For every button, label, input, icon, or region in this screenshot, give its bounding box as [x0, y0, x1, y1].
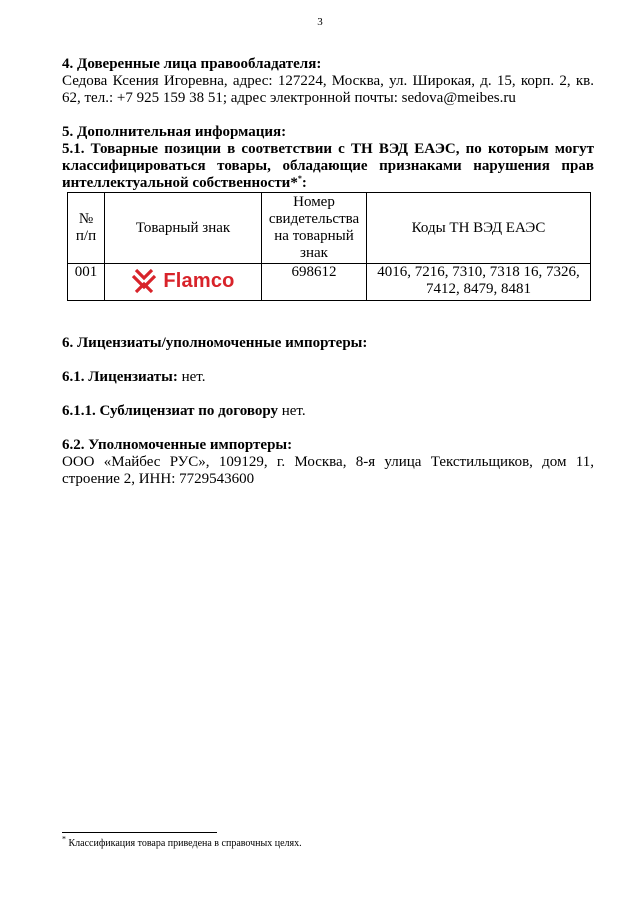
section4-title: 4. Доверенные лица правообладателя: [62, 56, 322, 72]
footnote [62, 834, 302, 850]
section611-value: нет. [281, 403, 306, 419]
section611-title: 6.1.1. Сублицензиат по договору [62, 403, 278, 419]
section61-title: 6.1. Лицензиаты: [62, 369, 178, 385]
row-trademark [105, 264, 262, 301]
flamco-logo-icon [131, 267, 157, 295]
flamco-logo [131, 267, 234, 295]
header-trademark: Товарный знак [105, 193, 262, 264]
section5-subtitle-text: 5.1. Товарные позиции в соответствии с ТН ВЭД ЕАЭС, по которым могут классифицироваться товары, обладающие признаками нарушения прав интеллектуальной собственности* [62, 141, 594, 191]
section5-subtitle-sup: * [297, 174, 302, 183]
footnote-text: Классификация товара приведена в справочных целях. [68, 838, 302, 849]
section6-title: 6. Лицензиаты/уполномоченные импортеры: [62, 335, 368, 351]
section4-text: Седова Ксения Игоревна, адрес: 127224, Москва, ул. Широкая, д. 15, корп. 2, кв. 62, тел.: +7 925 159 38 51; адрес электронной почты: sedova@meibes.ru [62, 73, 594, 106]
row-cert: 698612 [262, 264, 367, 301]
section611 [62, 403, 594, 420]
section62-title: 6.2. Уполномоченные импортеры: [62, 437, 293, 453]
document-body [62, 56, 594, 488]
logo-text: Flamco [163, 269, 235, 292]
section5-title: 5. Дополнительная информация: [62, 124, 287, 140]
footnote-divider [62, 832, 217, 833]
section61-value: нет. [181, 369, 206, 385]
row-num: 001 [68, 264, 105, 301]
page-number: 3 [317, 16, 323, 28]
header-codes: Коды ТН ВЭД ЕАЭС [367, 193, 591, 264]
table-header-row [68, 193, 591, 264]
section61 [62, 369, 594, 386]
section5-subtitle-end: : [301, 175, 307, 191]
footnote-mark: * [62, 834, 66, 844]
table-row [68, 264, 591, 301]
header-num: № п/п [68, 193, 105, 264]
trademark-table [67, 192, 591, 301]
row-codes: 4016, 7216, 7310, 7318 16, 7326, 7412, 8479, 8481 [367, 264, 591, 301]
section62-text: ООО «Майбес РУС», 109129, г. Москва, 8-я улица Текстильщиков, дом 11, строение 2, ИНН: 7729543600 [62, 454, 594, 487]
header-cert: Номер свидетельства на товарный знак [262, 193, 367, 264]
section5-subtitle [62, 141, 594, 192]
